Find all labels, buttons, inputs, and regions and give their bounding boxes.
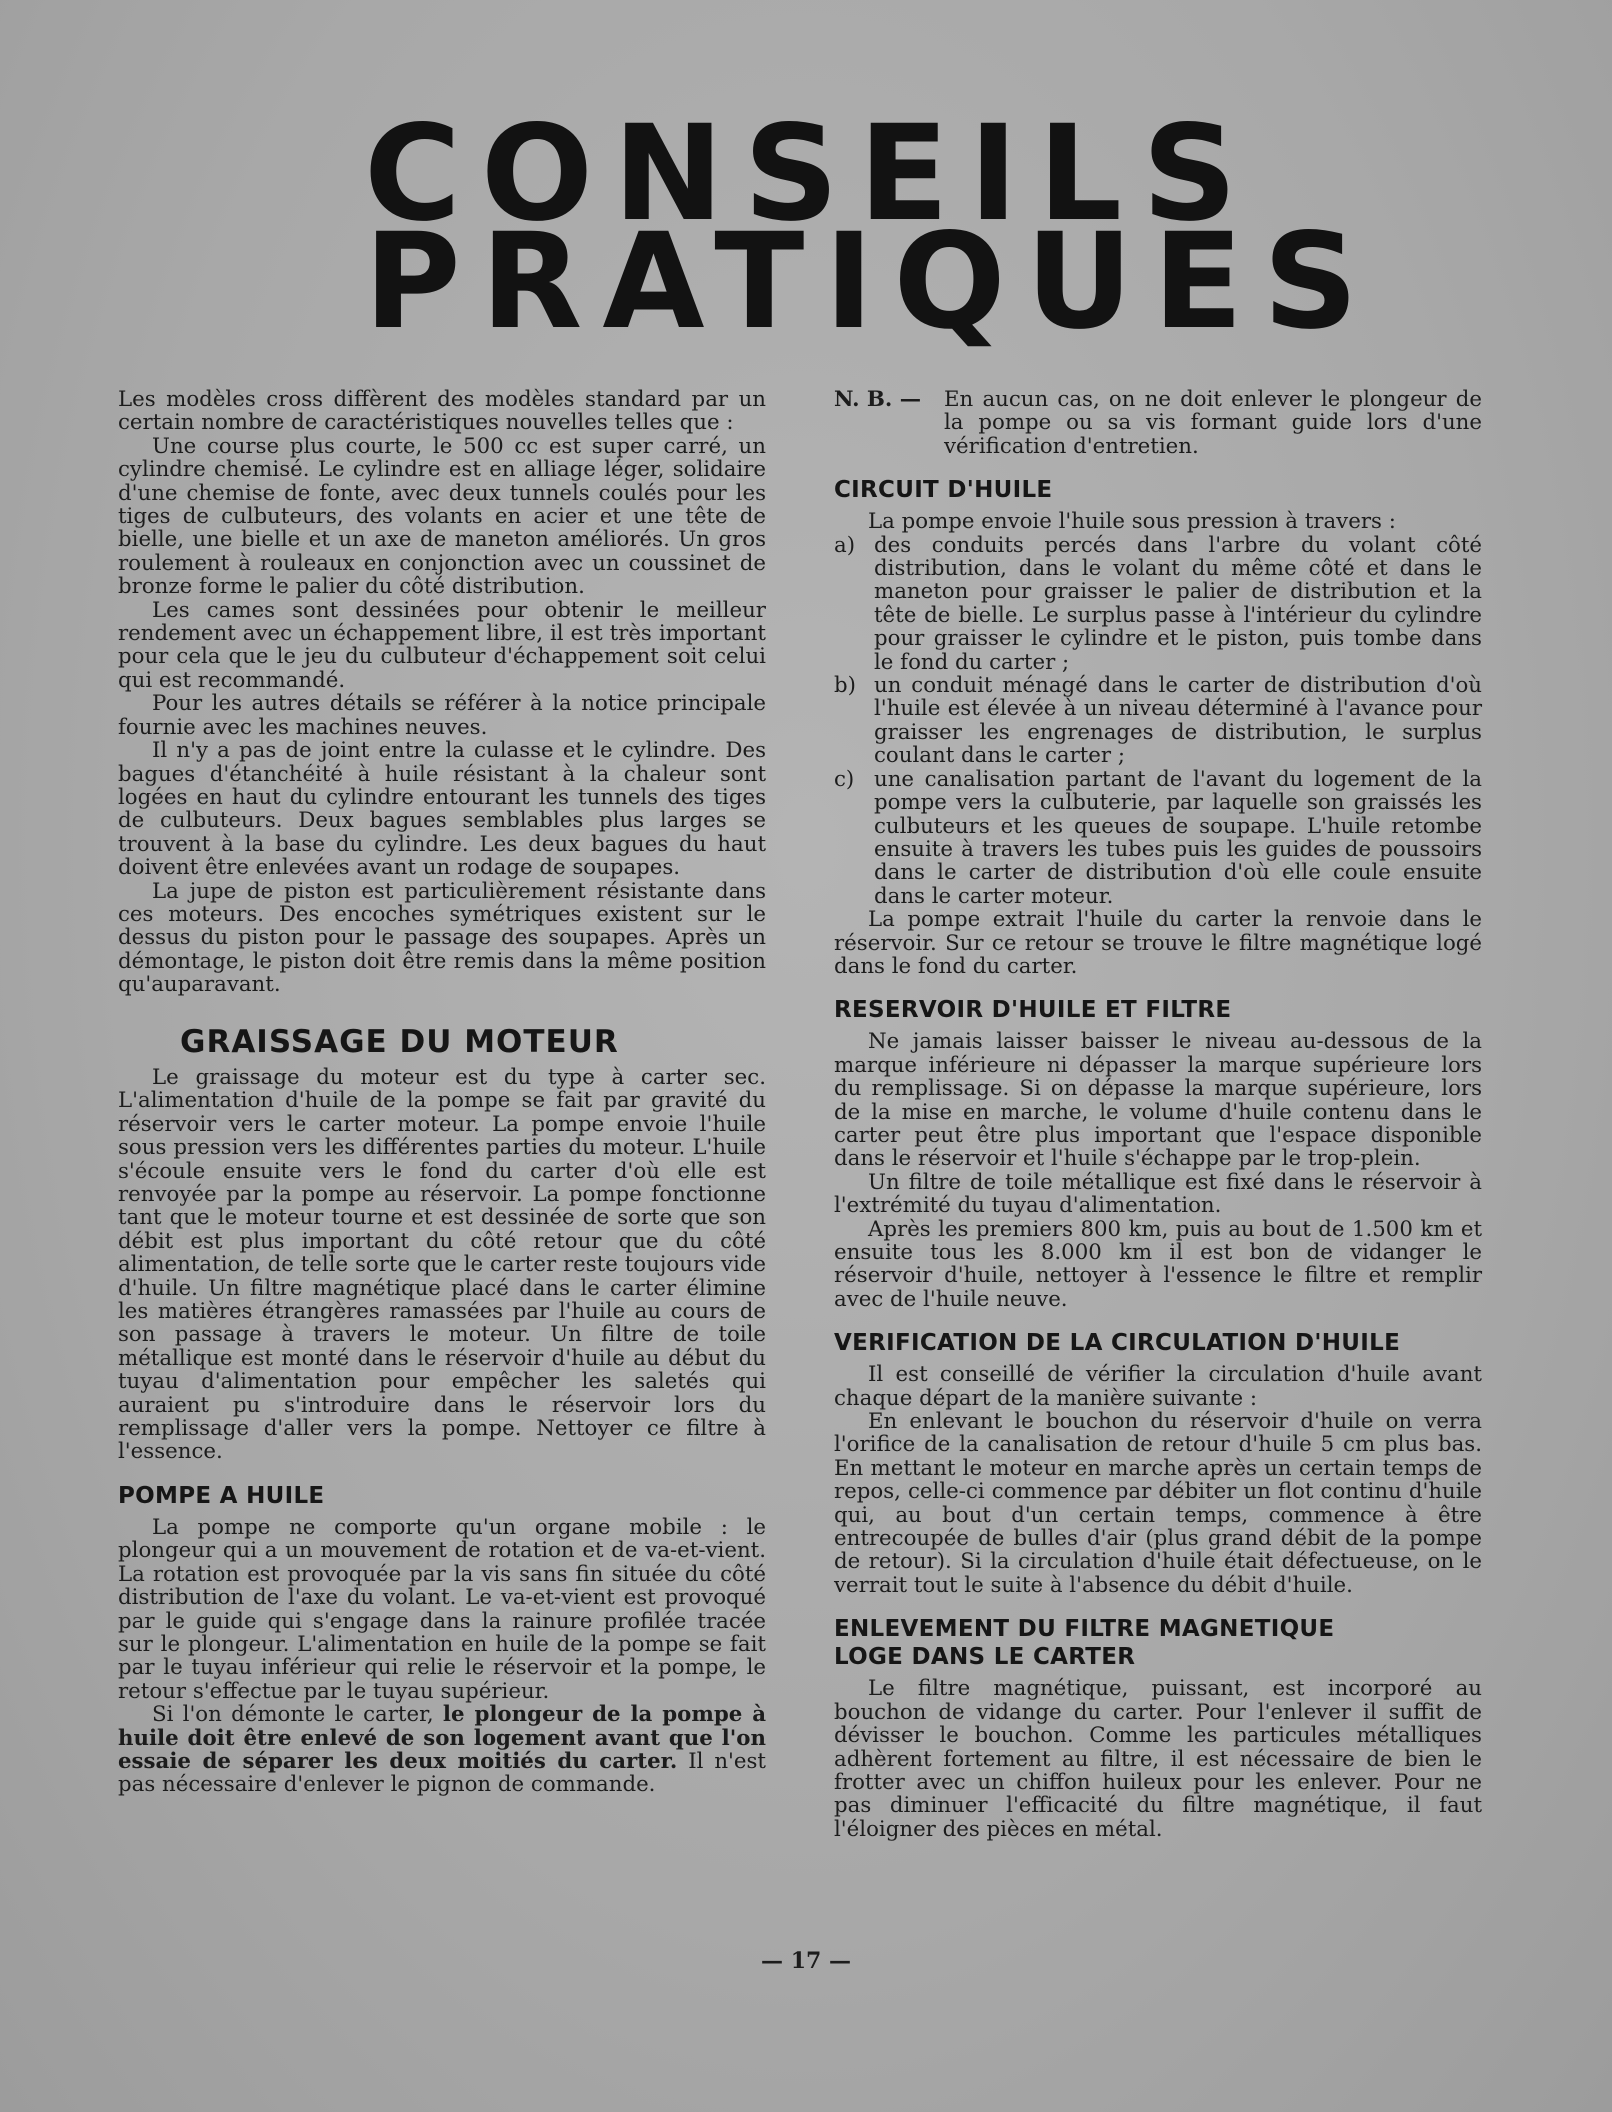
title-line-2: PRATIQUES (364, 205, 1379, 359)
list-marker: b) (834, 673, 856, 699)
subheading-pompe: POMPE A HUILE (118, 1482, 325, 1509)
nb-label: N. B. — (834, 387, 922, 412)
pompe-p2-end: Il n'est pas nécessaire d'enlever le pignon de commande. (118, 1748, 766, 1798)
list-item (834, 768, 1482, 908)
page-number: — 17 — (761, 1948, 851, 1974)
subheading-reservoir: RESERVOIR D'HUILE ET FILTRE (834, 997, 1232, 1024)
list-text: un conduit ménagé dans le carter de distribution d'où l'huile est élevée à un niveau déterminé à l'avance pour graisser les engrenages de distribution, le surplus coulant dans le carter ; (874, 673, 1482, 769)
enlevement-heading-line-1: ENLEVEMENT DU FILTRE MAGNETIQUE (834, 1616, 1335, 1643)
circuit-intro: La pompe envoie l'huile sous pression à travers : (868, 509, 1396, 535)
intro-paragraph: Il n'y a pas de joint entre la culasse et le cylindre. Des bagues d'étanchéité à huile résistant à la chaleur sont logées en haut du cylindre entourant les tunnels des tiges de culbuteurs. Deux bagues semblables plus larges se trouvent à la base du cylindre. Les deux bagues du haut doivent être enlevées avant un rodage de soupapes. (118, 738, 766, 881)
list-marker: a) (834, 532, 856, 558)
intro-paragraph: Une course plus courte, le 500 cc est super carré, un cylindre chemisé. Le cylindre est en alliage léger, solidaire d'une chemise de fonte, avec deux tunnels coulés pour les tiges de culbuteurs, des volants en acier et une tête de bielle, une bielle et un axe de maneton améliorés. Un gros roulement à rouleaux en conjonction avec un coussinet de bronze forme le palier du côté distribution. (118, 433, 766, 600)
list-item (834, 534, 1482, 674)
intro-paragraph: Les modèles cross diffèrent des modèles standard par un certain nombre de caractéristiques nouvelles telles que : (118, 387, 766, 436)
list-item (834, 674, 1482, 768)
intro-paragraph: Pour les autres détails se référer à la notice principale fournie avec les machines neuves. (118, 691, 766, 740)
nb-note (834, 388, 1482, 458)
reservoir-paragraph: Ne jamais laisser baisser le niveau au-dessous de la marque inférieure ni dépasser la marque supérieure lors du remplissage. Si on dépasse la marque supérieure, lors de la mise en marche, le volume d'huile contenu dans le carter peut être plus important que l'espace disponible dans le réservoir et l'huile s'échappe par le trop-plein. (834, 1029, 1482, 1172)
enlevement-paragraph: Le filtre magnétique, puissant, est incorporé au bouchon de vidange du carter. Pour l'enlever il suffit de dévisser le bouchon. Comme les particules métalliques adhèrent fortement au filtre, il est nécessaire de bien le frotter avec un chiffon huileux pour les enlever. Pour ne pas diminuer l'efficacité du filtre magnétique, il faut l'éloigner des pièces en métal. (834, 1676, 1482, 1842)
nb-text: En aucun cas, on ne doit enlever le plongeur de la pompe ou sa vis formant guide lors d'une vérification d'entretien. (944, 387, 1482, 459)
section-heading-graissage: GRAISSAGE DU MOTEUR (180, 1023, 619, 1060)
title-line-1: CONSEILS (364, 97, 1258, 251)
list-marker: c) (834, 766, 855, 792)
intro-paragraph: Les cames sont dessinées pour obtenir le meilleur rendement avec un échappement libre, il est très important pour cela que le jeu du culbuteur d'échappement soit celui qui est recommandé. (118, 597, 766, 693)
reservoir-paragraph: Après les premiers 800 km, puis au bout de 1.500 km et ensuite tous les 8.000 km il est bon de vidanger le réservoir d'huile, nettoyer à l'essence le filtre et remplir avec de l'huile neuve. (834, 1216, 1482, 1312)
reservoir-paragraph: Un filtre de toile métallique est fixé dans le réservoir à l'extrémité du tuyau d'alimentation. (834, 1169, 1482, 1219)
verification-paragraph: En enlevant le bouchon du réservoir d'huile on verra l'orifice de la canalisation de retour d'huile 5 cm plus bas. En mettant le moteur en marche après un certain temps de repos, celle-ci commence par débiter un flot continu d'huile qui, au bout d'un certain temps, commence à être entrecoupée de bulles d'air (plus grand débit de la pompe de retour). Si la circulation d'huile était défectueuse, on le verrait tout le suite à l'absence du débit d'huile. (834, 1409, 1482, 1598)
subheading-enlevement (834, 1615, 1482, 1671)
left-column (118, 388, 766, 1797)
pompe-paragraph: La pompe ne comporte qu'un organe mobile : le plongeur qui a un mouvement de rotation et de va-et-vient. La rotation est provoquée par la vis sans fin située du côté distribution de l'axe du volant. Le va-et-vient est provoqué par le guide qui s'engage dans la rainure profilée tracée sur le plongeur. L'alimentation en huile de la pompe se fait par le tuyau inférieur qui relie le réservoir et la pompe, le retour s'effectue par le tuyau supérieur. (118, 1514, 766, 1704)
pompe-p2-start: Si l'on démonte le carter, (152, 1702, 443, 1728)
list-text: une canalisation partant de l'avant du logement de la pompe vers la culbuterie, par laquelle son graissés les culbuteurs et les queues de soupape. L'huile retombe ensuite à travers les tubes puis les guides de poussoirs dans le carter de distribution d'où elle coule ensuite dans le carter moteur. (874, 766, 1482, 909)
list-text: des conduits percés dans l'arbre du volant côté distribution, dans le volant du même côté et dans le maneton pour graisser le palier de distribution et la tête de bielle. Le surplus passe à l'intérieur du cylindre pour graisser le cylindre et le piston, puis tombe dans le fond du carter ; (874, 532, 1482, 675)
intro-paragraph: La jupe de piston est particulièrement résistante dans ces moteurs. Des encoches symétriques existent sur le dessus du piston pour le passage des soupapes. Après un démontage, le piston doit être remis dans la même position qu'auparavant. (118, 878, 766, 998)
page-title (364, 97, 1379, 359)
subheading-circuit: CIRCUIT D'HUILE (834, 477, 1053, 504)
enlevement-heading-line-2: LOGE DANS LE CARTER (834, 1644, 1136, 1671)
subheading-verification: VERIFICATION DE LA CIRCULATION D'HUILE (834, 1330, 1401, 1357)
pompe-p2-bold: le plongeur de la pompe à huile doit être enlevé de son logement avant que l'on essaie de séparer les deux moitiés du carter. (118, 1702, 766, 1774)
right-column (834, 388, 1482, 1841)
circuit-outro: La pompe extrait l'huile du carter la renvoie dans le réservoir. Sur ce retour se trouve le filtre magnétique logé dans le fond du carter. (834, 907, 1482, 979)
verification-paragraph: Il est conseillé de vérifier la circulation d'huile avant chaque départ de la manière suivante : (834, 1362, 1482, 1411)
pompe-paragraph-2 (118, 1703, 766, 1797)
graissage-paragraph: Le graissage du moteur est du type à carter sec. L'alimentation d'huile de la pompe se fait par gravité du réservoir vers le carter moteur. La pompe envoie l'huile sous pression vers les différentes parties du moteur. L'huile s'écoule ensuite vers le fond du carter d'où elle est renvoyée par la pompe au réservoir. La pompe fonctionne tant que le moteur tourne et est dessinée de sorte que son débit est plus important du côté retour que du côté alimentation, de telle sorte que le carter reste toujours vide d'huile. Un filtre magnétique placé dans le carter élimine les matières étrangères ramassées par l'huile au cours de son passage à travers le moteur. Un filtre de toile métallique est monté dans le réservoir d'huile au début du tuyau d'alimentation pour empêcher les saletés qui auraient pu s'introduire dans le réservoir lors du remplissage d'aller vers la pompe. Nettoyer ce filtre à l'essence. (118, 1064, 766, 1465)
